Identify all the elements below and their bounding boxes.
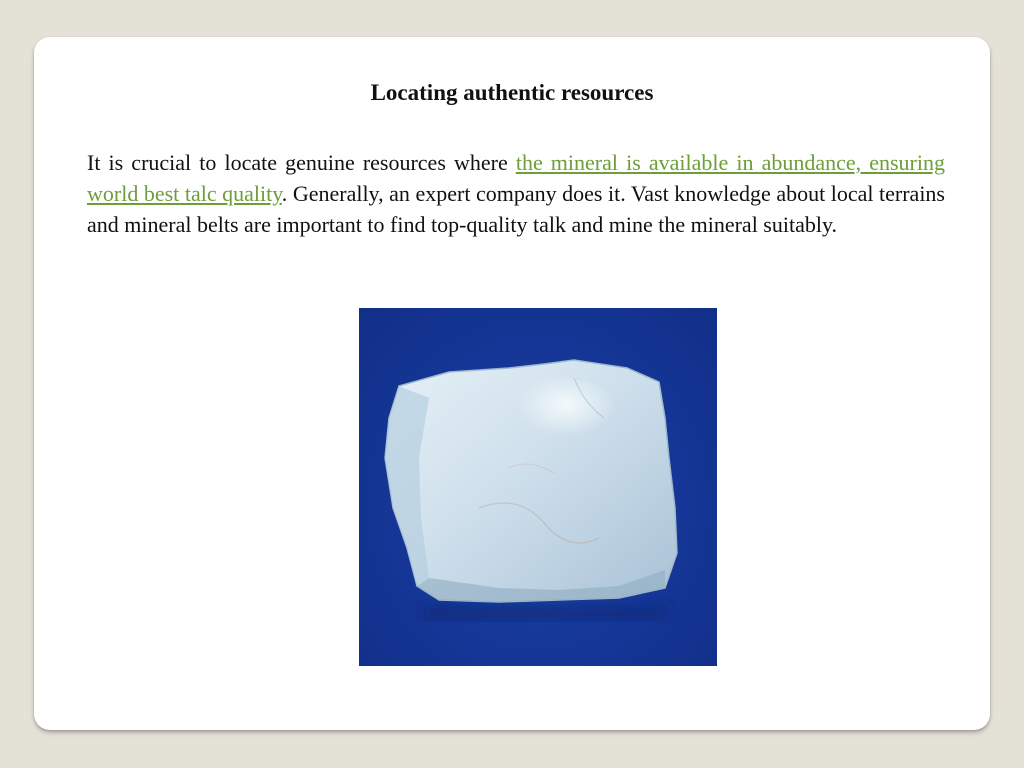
talc-rock-image: [359, 308, 717, 666]
talc-rock-illustration: [359, 308, 717, 666]
slide-paragraph: [87, 147, 945, 240]
talc-quality-link[interactable]: the mineral is available in abundance, ensuring world best talc quality: [87, 150, 945, 206]
paragraph-text-after-link: . Generally, an expert company does it. Vast knowledge about local terrains and mineral belts are important to find top-quality talk and mine the mineral suitably.: [87, 181, 945, 237]
slide-title: Locating authentic resources: [370, 80, 654, 105]
paragraph-text-before-link: It is crucial to locate genuine resources where: [87, 150, 516, 175]
